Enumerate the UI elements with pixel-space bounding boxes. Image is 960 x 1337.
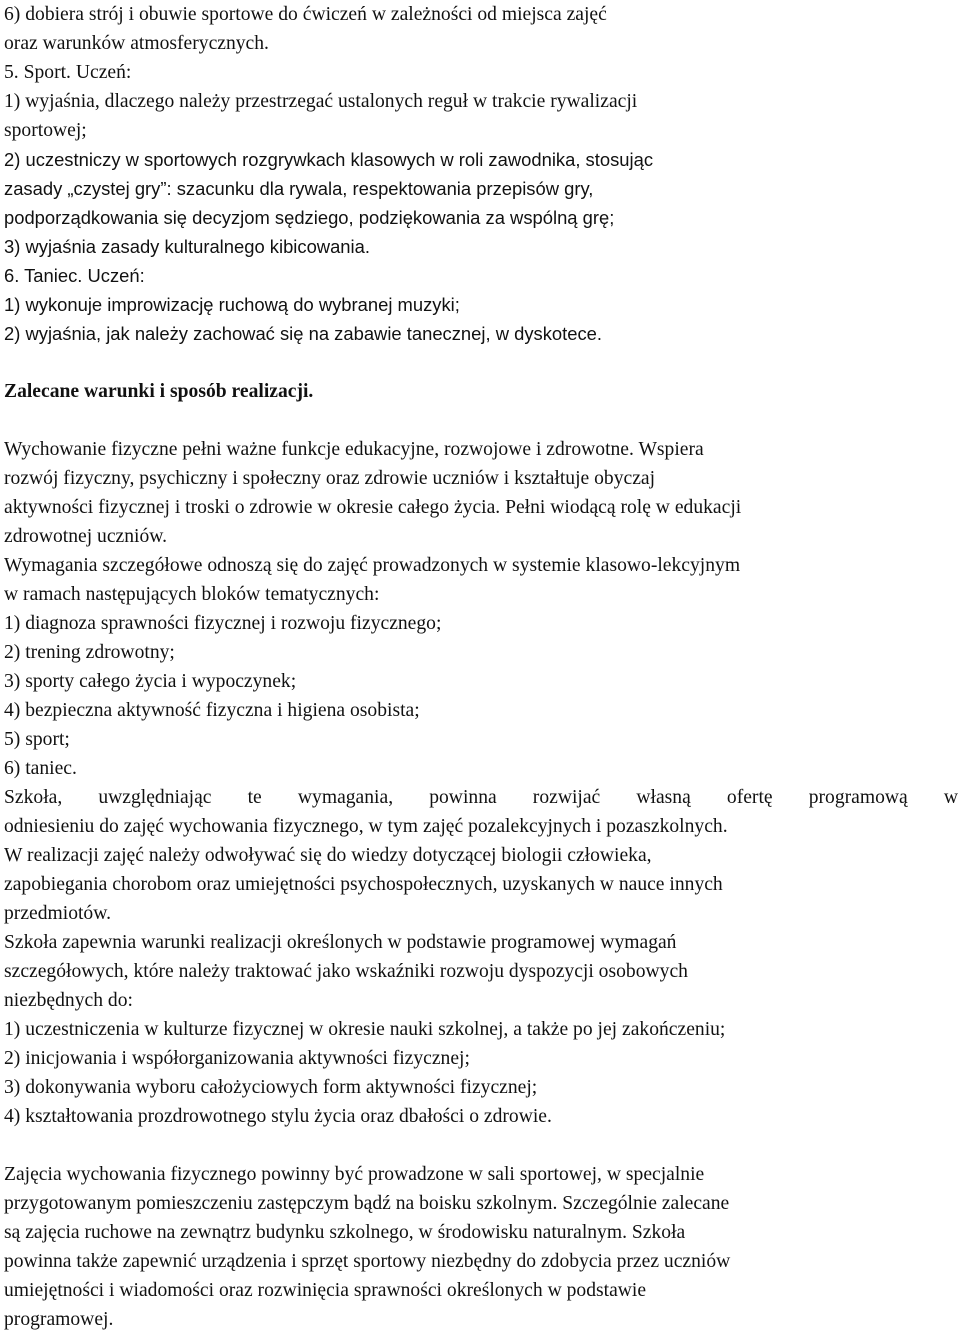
spacer (4, 348, 958, 377)
text-line: zdrowotnej uczniów. (4, 526, 168, 547)
text-line: umiejętności i wiadomości oraz rozwinięcia sprawności określonych w podstawie (4, 1280, 647, 1301)
text-line: 2) wyjaśnia, jak należy zachować się na zabawie tanecznej, w dyskotece. (4, 323, 603, 344)
list-item: 6) taniec. (4, 758, 77, 779)
text-line: 2) uczestniczy w sportowych rozgrywkach klasowych w roli zawodnika, stosując (4, 149, 654, 170)
list-item: 3) dokonywania wyboru całożyciowych form aktywności fizycznej; (4, 1077, 538, 1098)
text-line: 1) wyjaśnia, dlaczego należy przestrzegać ustalonych reguł w trakcie rywalizacji (4, 91, 638, 112)
text-line: przygotowanym pomieszczeniu zastępczym bądź na boisku szkolnym. Szczególnie zalecane (4, 1193, 730, 1214)
section-title-sport: 5. Sport. Uczeń: (4, 62, 132, 83)
text-line: Szkoła zapewnia warunki realizacji określonych w podstawie programowej wymagań (4, 932, 677, 953)
section-heading: Zalecane warunki i sposób realizacji. (4, 381, 314, 402)
list-item: 5) sport; (4, 729, 70, 750)
text-line: 3) wyjaśnia zasady kulturalnego kibicowania. (4, 236, 370, 257)
text-line: szczegółowych, które należy traktować jako wskaźniki rozwoju dyspozycji osobowych (4, 961, 688, 982)
text-line: niezbędnych do: (4, 990, 133, 1011)
text-line: 1) wykonuje improwizację ruchową do wybranej muzyki; (4, 294, 460, 315)
document-page (4, 0, 958, 1334)
text-line: powinna także zapewnić urządzenia i sprzęt sportowy niezbędny do zdobycia przez uczniów (4, 1251, 731, 1272)
list-item: 2) trening zdrowotny; (4, 642, 175, 663)
text-line: przedmiotów. (4, 903, 112, 924)
spacer (4, 1131, 958, 1160)
text-line: są zajęcia ruchowe na zewnątrz budynku szkolnego, w środowisku naturalnym. Szkoła (4, 1222, 686, 1243)
list-item: 1) uczestniczenia w kulturze fizycznej w okresie nauki szkolnej, a także po jej zakończeniu; (4, 1019, 726, 1040)
spacer (4, 406, 958, 435)
text-line: w ramach następujących bloków tematycznych: (4, 584, 380, 605)
text-line: Wychowanie fizyczne pełni ważne funkcje edukacyjne, rozwojowe i zdrowotne. Wspiera (4, 439, 704, 460)
text-line: Wymagania szczegółowe odnoszą się do zajęć prowadzonych w systemie klasowo-lekcyjnym (4, 555, 741, 576)
list-item: 4) kształtowania prozdrowotnego stylu życia oraz dbałości o zdrowie. (4, 1106, 552, 1127)
text-line: zapobiegania chorobom oraz umiejętności psychospołecznych, uzyskanych w nauce innych (4, 874, 723, 895)
text-line: Szkoła, uwzględniając te wymagania, powinna rozwijać własną ofertę programową w (4, 787, 958, 808)
text-line: Zajęcia wychowania fizycznego powinny być prowadzone w sali sportowej, w specjalnie (4, 1164, 705, 1185)
text-line: programowej. (4, 1309, 114, 1330)
list-item: 3) sporty całego życia i wypoczynek; (4, 671, 297, 692)
text-line: sportowej; (4, 120, 87, 141)
list-item: 1) diagnoza sprawności fizycznej i rozwoju fizycznego; (4, 613, 442, 634)
text-line: 6) dobiera strój i obuwie sportowe do ćwiczeń w zależności od miejsca zajęć (4, 4, 607, 25)
text-line: W realizacji zajęć należy odwoływać się do wiedzy dotyczącej biologii człowieka, (4, 845, 652, 866)
text-line: aktywności fizycznej i troski o zdrowie w okresie całego życia. Pełni wiodącą rolę w edukacji (4, 497, 742, 518)
text-line: oraz warunków atmosferycznych. (4, 33, 269, 54)
text-line: rozwój fizyczny, psychiczny i społeczny oraz zdrowie uczniów i kształtuje obyczaj (4, 468, 656, 489)
list-item: 2) inicjowania i współorganizowania aktywności fizycznej; (4, 1048, 470, 1069)
section-title-dance: 6. Taniec. Uczeń: (4, 265, 145, 286)
text-line: podporządkowania się decyzjom sędziego, podziękowania za wspólną grę; (4, 207, 615, 228)
list-item: 4) bezpieczna aktywność fizyczna i higiena osobista; (4, 700, 420, 721)
text-line: odniesieniu do zajęć wychowania fizycznego, w tym zajęć pozalekcyjnych i pozaszkolnych. (4, 816, 728, 837)
text-line: zasady „czystej gry”: szacunku dla rywala, respektowania przepisów gry, (4, 178, 594, 199)
